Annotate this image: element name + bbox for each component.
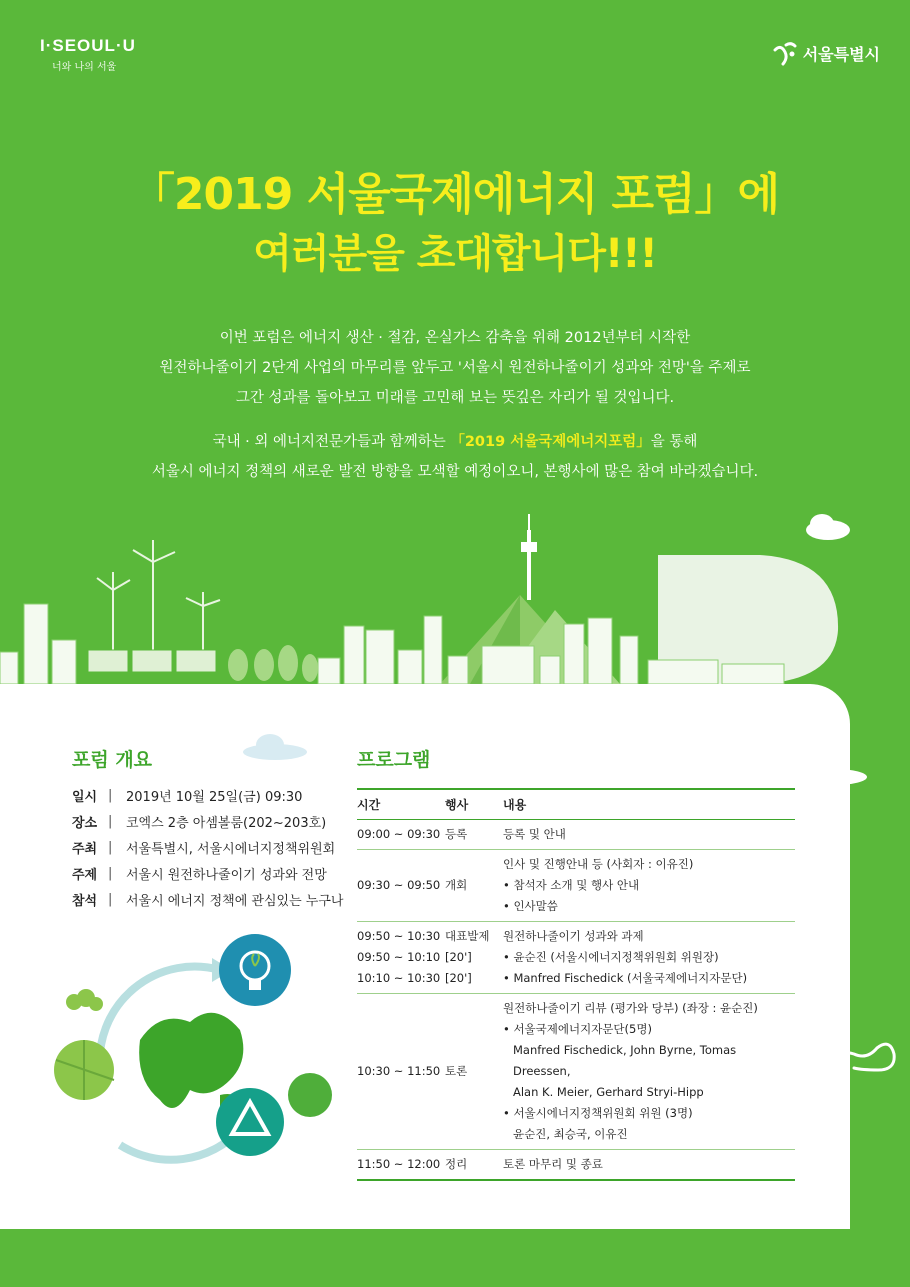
cloud-icon [800,755,870,785]
table-row [357,820,795,850]
overview-key: 장소 [72,815,98,831]
content-line: 원전하나줄이기 성과와 과제 [503,929,644,943]
intro-line-1: 이번 포럼은 에너지 생산 · 절감, 온실가스 감축을 위해 2012년부터 시작한 [219,330,691,346]
seoul-symbol-icon [773,40,797,66]
globe-illustration [40,930,340,1170]
row-event [445,922,503,994]
overview-key: 주최 [72,841,98,857]
row-time: 11:50 ~ 12:00 [357,1150,445,1181]
row-time: 10:30 ~ 11:50 [357,994,445,1150]
bottom-band [0,1229,910,1287]
time-line: 09:50 ~ 10:30 [357,929,441,943]
iseoul-slogan: 너와 나의 서울 [52,62,117,73]
program-header-row [357,789,795,820]
content-line: • 인사말씀 [503,899,558,913]
row-event: 개회 [445,850,503,922]
intro-text: 을 통해 [650,434,698,450]
content-line: Alan K. Meier, Gerhard Stryi-Hipp [513,1085,704,1099]
table-row [357,922,795,994]
program-title: 프로그램 [357,749,431,771]
row-content [503,850,795,922]
cloud-icon [806,514,850,540]
content-line: 원전하나줄이기 리뷰 (평가와 당부) (좌장 : 윤순진) [503,1001,758,1015]
content-line: Manfred Fischedick, John Byrne, Tomas Dreessen, [513,1043,737,1078]
overview-key: 주제 [72,867,98,883]
intro-line-2: 원전하나줄이기 2단계 사업의 마무리를 앞두고 '서울시 원전하나줄이기 성과와 전망'을 주제로 [159,360,751,376]
main-title-line2: 여러분을 초대합니다!!! [253,231,657,277]
overview-key: 참석 [72,893,98,909]
content-line: 인사 및 진행안내 등 (사회자 : 이유진) [503,857,694,871]
overview-row: 장소 | 코엑스 2층 아셈볼룸(202~203호) [72,813,327,831]
program-table [357,788,795,1181]
table-row [357,994,795,1150]
overview-list [72,782,372,912]
cityscape-illustration [0,500,910,690]
overview-row: 주최 | 서울특별시, 서울시에너지정책위원회 [72,839,336,857]
iseoul-logo: I·SEOUL·U [40,36,136,55]
row-time: 09:00 ~ 09:30 [357,820,445,850]
row-content [503,922,795,994]
seoul-city-logo [773,40,880,66]
time-line: 10:10 ~ 10:30 [357,971,441,985]
main-title-line1: 「2019 서울국제에너지 포럼」에 [130,169,780,220]
wind-turbine-icon [97,540,220,655]
bulb-icon [219,934,291,1006]
row-event: 토론 [445,994,503,1150]
overview-value: 코엑스 2층 아셈볼룸(202~203호) [126,815,327,831]
table-row [357,850,795,922]
tower-icon [521,514,537,600]
overview-row: 일시 | 2019년 10월 25일(금) 09:30 [72,787,303,805]
overview-value: 서울시 에너지 정책에 관심있는 누구나 [126,893,344,909]
row-content: 등록 및 안내 [503,820,795,850]
forum-name-highlight: 「2019 서울국제에너지포럼」 [450,434,651,450]
intro-line-5: 서울시 에너지 정책의 새로운 발전 방향을 모색할 예정이오니, 본행사에 많은 참여 바라겠습니다. [151,464,759,480]
intro-line-4 [0,430,910,451]
content-line: • 서울국제에너지자문단(5명) [503,1022,652,1036]
content-line: • 윤순진 (서울시에너지정책위원회 위원장) [503,950,719,964]
header-content: 내용 [503,789,795,820]
row-event: 정리 [445,1150,503,1181]
content-line: 윤순진, 최승국, 이유진 [513,1127,628,1141]
table-row [357,1150,795,1181]
header-time: 시간 [357,789,445,820]
decorative-swirl [832,1030,902,1080]
event-line: [20'] [445,950,472,964]
cloud-icon [240,730,310,760]
intro-text: 국내 · 외 에너지전문가들과 함께하는 [212,434,451,450]
overview-key: 일시 [72,789,98,805]
content-line: • 참석자 소개 및 행사 안내 [503,878,640,892]
overview-value: 서울시 원전하나줄이기 성과와 전망 [126,867,327,883]
seoul-city-name: 서울특별시 [802,44,880,64]
row-content: 토론 마무리 및 종료 [503,1150,795,1181]
overview-title: 포럼 개요 [72,749,153,771]
time-line: 09:50 ~ 10:10 [357,950,441,964]
row-time: 09:30 ~ 09:50 [357,850,445,922]
event-line: 대표발제 [445,929,490,943]
row-event: 등록 [445,820,503,850]
content-line: • 서울시에너지정책위원회 위원 (3명) [503,1106,693,1120]
content-line: • Manfred Fischedick (서울국제에너지자문단) [503,971,748,985]
row-time [357,922,445,994]
header-event: 행사 [445,789,503,820]
row-content [503,994,795,1150]
overview-value: 서울특별시, 서울시에너지정책위원회 [126,841,336,857]
event-line: [20'] [445,971,472,985]
overview-value: 2019년 10월 25일(금) 09:30 [126,789,303,805]
overview-row: 참석 | 서울시 에너지 정책에 관심있는 누구나 [72,891,344,909]
recycle-icon [216,1088,284,1156]
intro-line-3: 그간 성과를 돌아보고 미래를 고민해 보는 뜻깊은 자리가 될 것입니다. [235,390,675,406]
overview-row: 주제 | 서울시 원전하나줄이기 성과와 전망 [72,865,327,883]
